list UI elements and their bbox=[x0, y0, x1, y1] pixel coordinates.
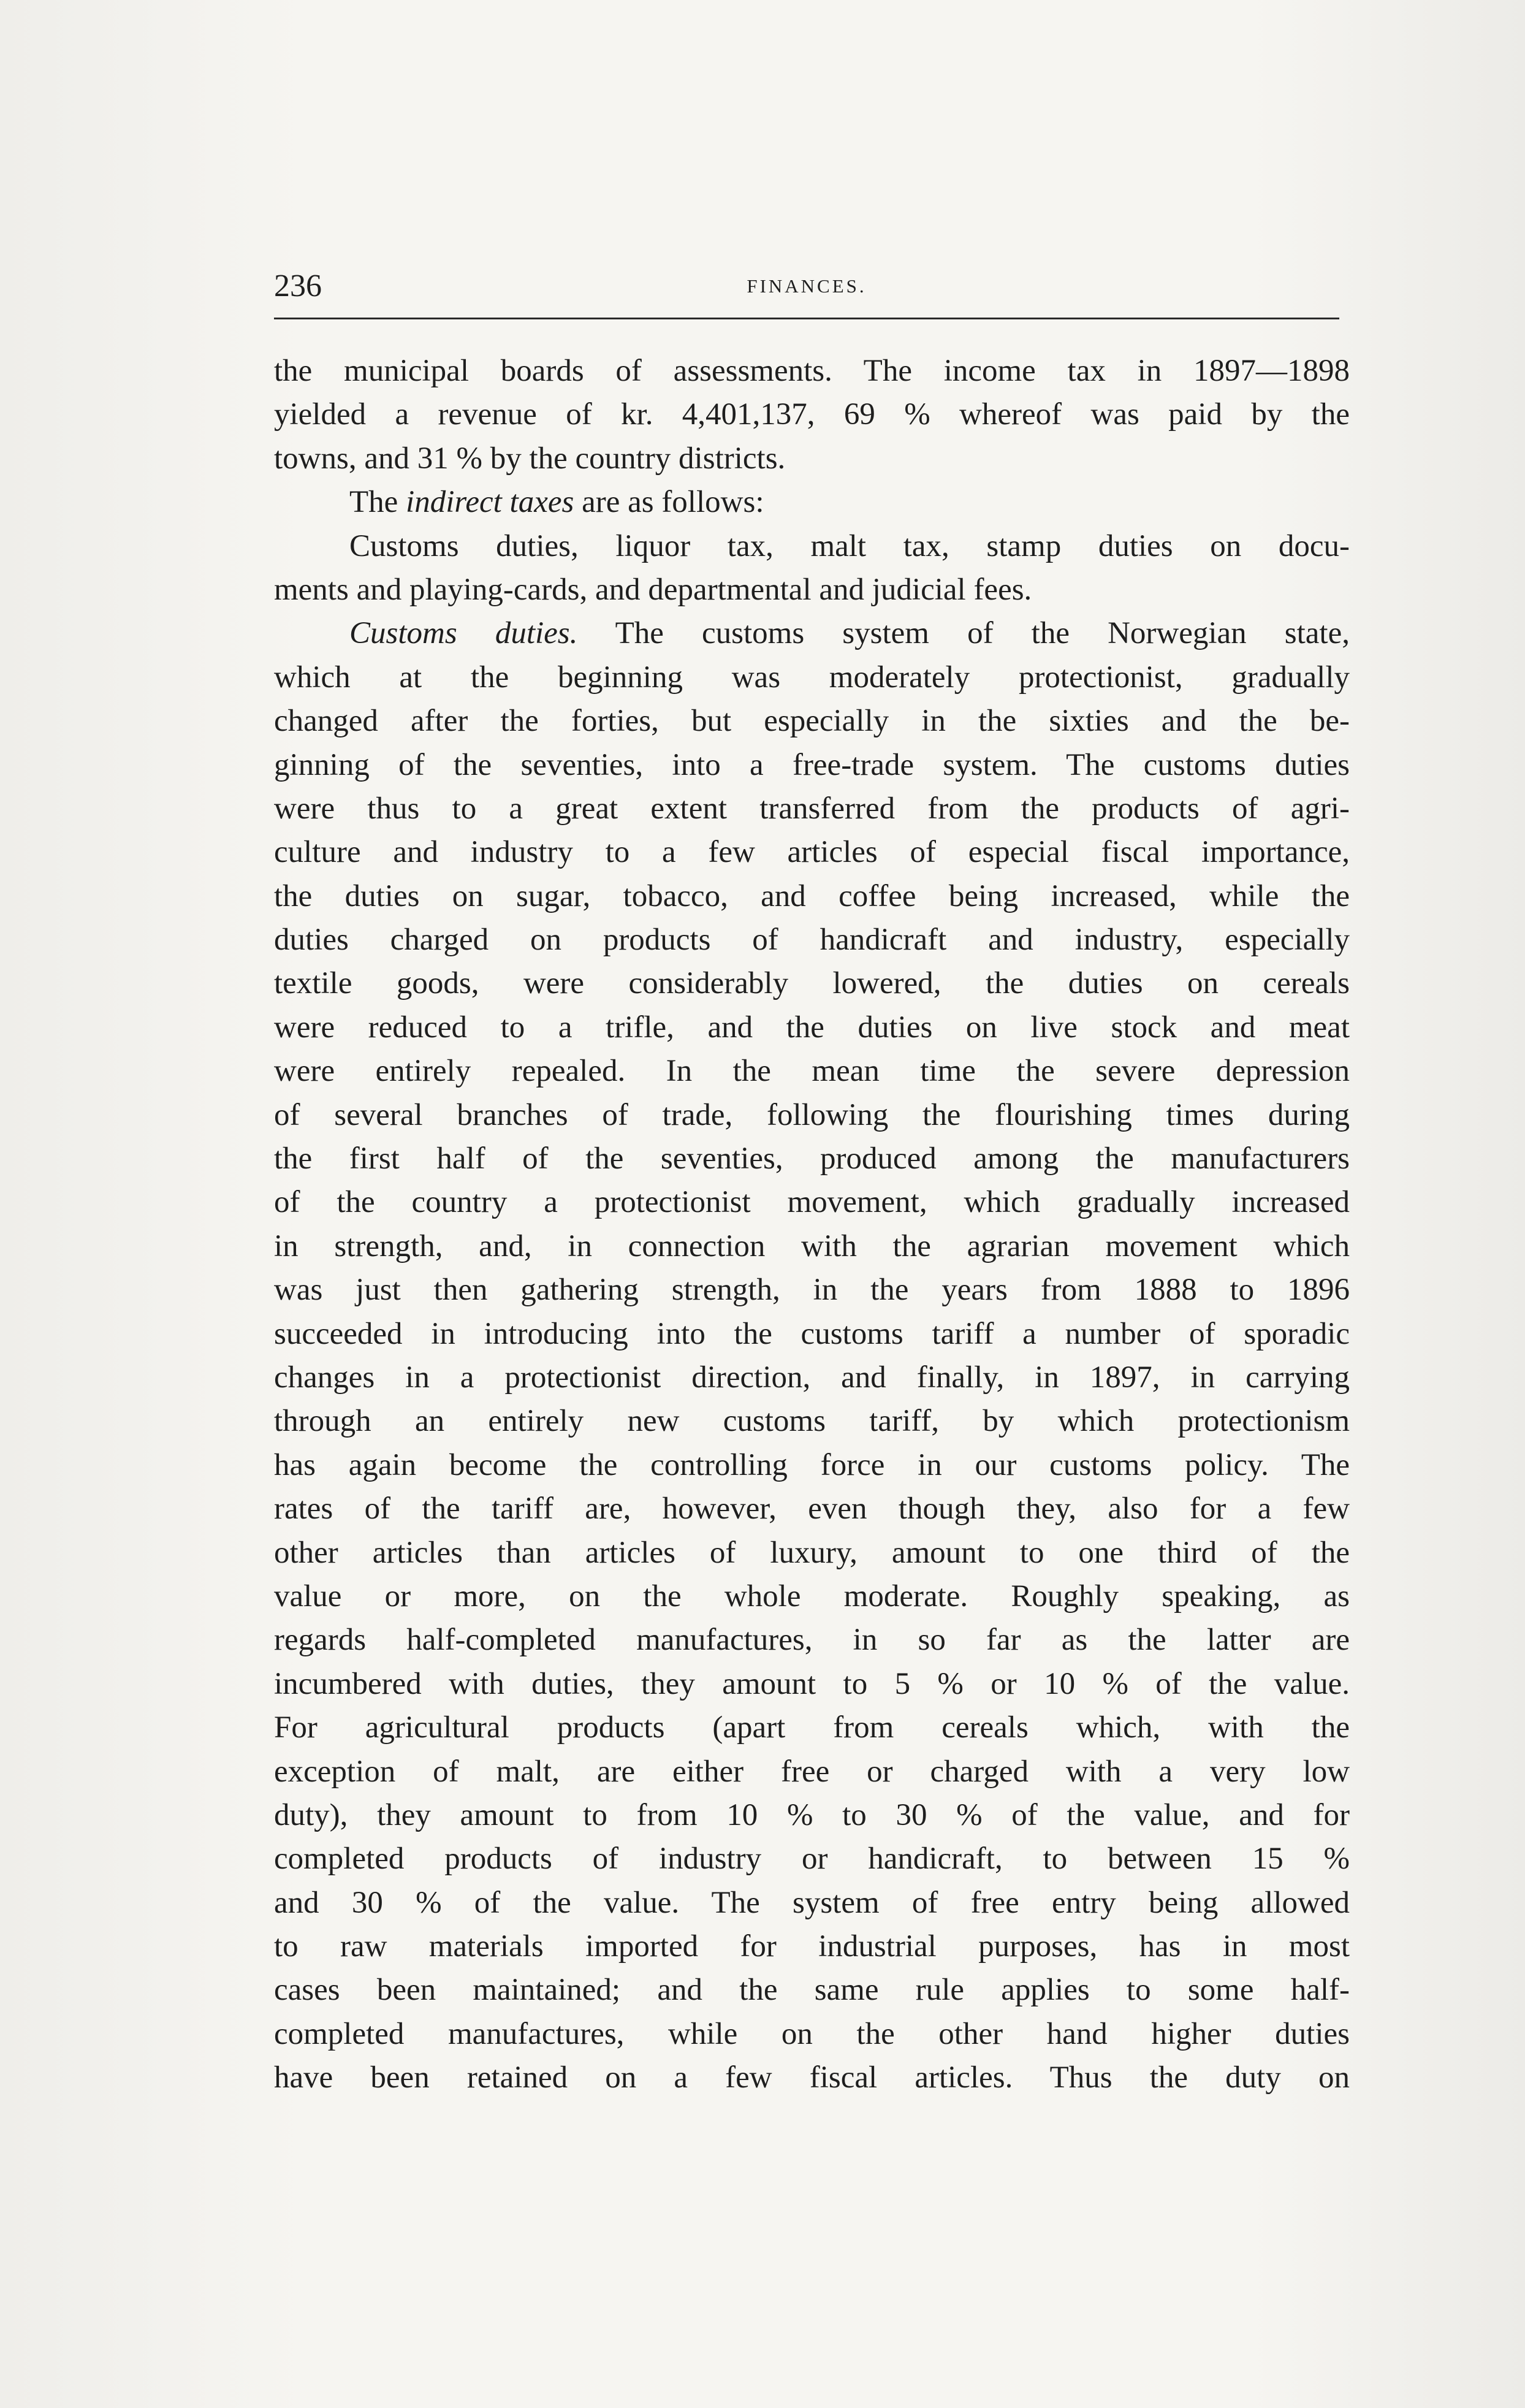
text-line: duty), they amount to from 10 % to 30 % of the value, and for bbox=[274, 1797, 1350, 1832]
text-line: changes in a protectionist direction, and finally, in 1897, in carrying bbox=[274, 1360, 1350, 1395]
text-line: succeeded in introducing into the customs tariff a number of sporadic bbox=[274, 1316, 1350, 1351]
text-line: incumbered with duties, they amount to 5 % or 10 % of the value. bbox=[274, 1666, 1350, 1701]
text-line: of the country a protectionist movement, which gradually increased bbox=[274, 1185, 1350, 1220]
page-header bbox=[274, 265, 1339, 314]
header-rule bbox=[274, 318, 1339, 319]
running-head: FINANCES. bbox=[747, 275, 867, 297]
text-line: the first half of the seventies, produced among the manufacturers bbox=[274, 1141, 1350, 1176]
text-line: the municipal boards of assessments. The income tax in 1897—1898 bbox=[274, 354, 1350, 388]
text-line: The indirect taxes are as follows: bbox=[349, 485, 764, 520]
text-line: ments and playing-cards, and departmental and judicial fees. bbox=[274, 572, 1032, 607]
text-line: Customs duties, liquor tax, malt tax, stamp duties on docu- bbox=[349, 528, 1350, 563]
text-line: was just then gathering strength, in the years from 1888 to 1896 bbox=[274, 1273, 1350, 1308]
italic-term: Customs duties. bbox=[349, 616, 578, 651]
text-line: For agricultural products (apart from cereals which, with the bbox=[274, 1710, 1350, 1745]
text-line: cases been maintained; and the same rule applies to some half- bbox=[274, 1973, 1350, 2008]
text-line: to raw materials imported for industrial purposes, has in most bbox=[274, 1929, 1350, 1964]
text-line: textile goods, were considerably lowered, the duties on cereals bbox=[274, 966, 1350, 1001]
text-line: other articles than articles of luxury, amount to one third of the bbox=[274, 1535, 1350, 1570]
text-line: which at the beginning was moderately protectionist, gradually bbox=[274, 660, 1350, 695]
text-line: Customs duties. The customs system of the Norwegian state, bbox=[349, 616, 1350, 651]
text-line: the duties on sugar, tobacco, and coffee being increased, while the bbox=[274, 878, 1350, 913]
text-line: exception of malt, are either free or charged with a very low bbox=[274, 1754, 1350, 1789]
text-line: rates of the tariff are, however, even though they, also for a few bbox=[274, 1492, 1350, 1526]
text-line: culture and industry to a few articles of especial fiscal importance, bbox=[274, 835, 1350, 870]
text-line: were thus to a great extent transferred from the products of agri- bbox=[274, 791, 1350, 826]
body-text bbox=[274, 349, 1350, 2100]
text-line: completed products of industry or handicraft, to between 15 % bbox=[274, 1842, 1350, 1876]
text-line: in strength, and, in connection with the agrarian movement which bbox=[274, 1229, 1350, 1263]
text-line: regards half-completed manufactures, in so far as the latter are bbox=[274, 1623, 1350, 1658]
text-line: and 30 % of the value. The system of free entry being allowed bbox=[274, 1885, 1350, 1920]
text-line: have been retained on a few fiscal articles. Thus the duty on bbox=[274, 2060, 1350, 2095]
text-line: were entirely repealed. In the mean time the severe depression bbox=[274, 1054, 1350, 1089]
text-line: changed after the forties, but especially in the sixties and the be- bbox=[274, 704, 1350, 739]
text-line: towns, and 31 % by the country districts. bbox=[274, 441, 786, 476]
text-line: yielded a revenue of kr. 4,401,137, 69 % whereof was paid by the bbox=[274, 397, 1350, 432]
text-line: ginning of the seventies, into a free-trade system. The customs duties bbox=[274, 747, 1350, 782]
text-line: has again become the controlling force in our customs policy. The bbox=[274, 1447, 1350, 1482]
page-number: 236 bbox=[274, 269, 322, 303]
text-line: completed manufactures, while on the other hand higher duties bbox=[274, 2016, 1350, 2051]
italic-term: indirect taxes bbox=[406, 485, 574, 520]
text-line: of several branches of trade, following the flourishing times during bbox=[274, 1097, 1350, 1132]
text-line: value or more, on the whole moderate. Roughly speaking, as bbox=[274, 1579, 1350, 1614]
text-line: through an entirely new customs tariff, by which protectionism bbox=[274, 1404, 1350, 1439]
text-line: were reduced to a trifle, and the duties on live stock and meat bbox=[274, 1010, 1350, 1045]
text-line: duties charged on products of handicraft and industry, especially bbox=[274, 923, 1350, 958]
